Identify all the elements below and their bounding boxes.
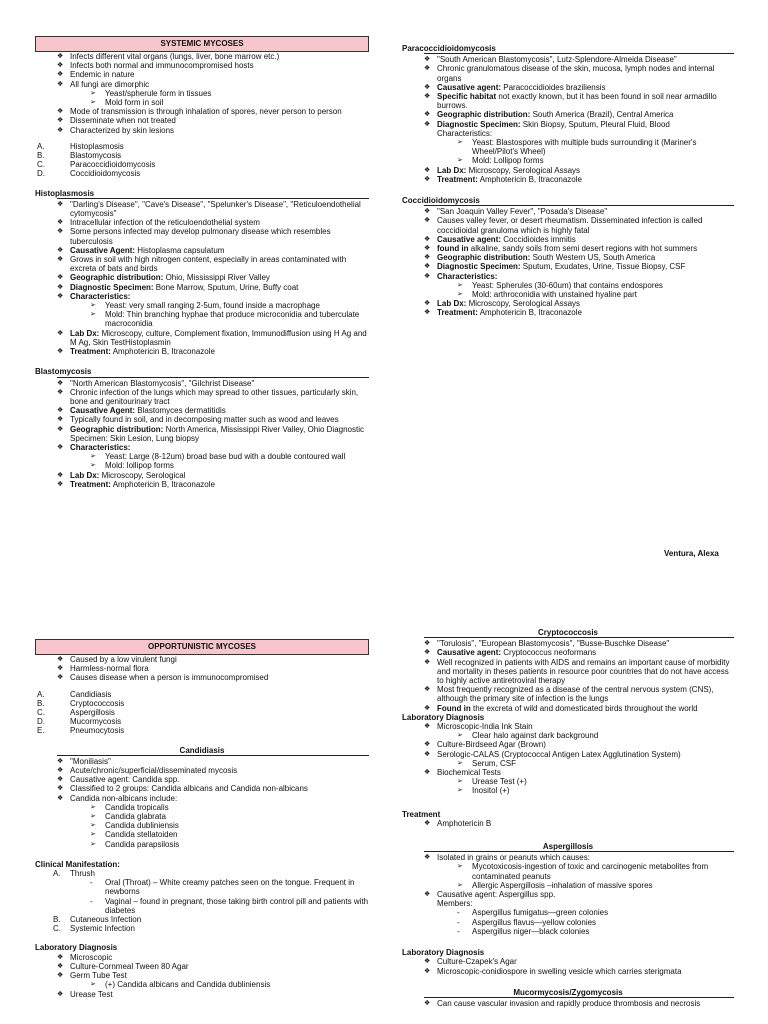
list-item: ❖ Disseminate when not treated (35, 116, 369, 125)
opportunistic-mycoses-header: OPPORTUNISTIC MYCOSES (35, 639, 369, 655)
list-item: ➢ Serum, CSF (402, 759, 734, 768)
cryptococcosis-list (402, 639, 734, 713)
author-signature: Ventura, Alexa (664, 549, 719, 558)
list-item: ❖ Causative Agent: Histoplasma capsulatum (35, 246, 369, 255)
list-item: ❖ Treatment: Amphotericin B, Itraconazole (35, 347, 369, 356)
list-item: ❖ Geographic distribution: North America, Mississippi River Valley, Ohio Diagnostic Specimen: Skin Lesion, Lung biopsy (35, 425, 369, 443)
list-item: ➢ Mycotoxicosis-ingestion of toxic and carcinogenic metabolites from contaminated peanuts (402, 862, 734, 880)
list-item: - Aspergillus fumigatus—green colonies (402, 908, 734, 917)
list-item: A. Histoplasmosis (37, 141, 124, 151)
list-item: ➢ (+) Candida albicans and Candida dubliniensis (35, 980, 369, 989)
candida-lab-list (35, 953, 369, 999)
list-item: ❖ Chronic granulomatous disease of the skin, mucosa, lymph nodes and internal organs (402, 64, 734, 82)
list-item: ❖ "South American Blastomycosis", Lutz-Splendore-Almeida Disease" (402, 55, 734, 64)
blastomycosis-heading: Blastomycosis (35, 367, 92, 377)
list-item: ❖ Treatment: Amphotericin B, Itraconazole (402, 308, 734, 317)
list-item: ❖ Diagnostic Specimen: Bone Marrow, Sputum, Urine, Buffy coat (35, 283, 369, 292)
list-item: ❖ Causative agent: Cryptococcus neoformans (402, 648, 734, 657)
list-item: ➢ Allergic Aspergillosis –inhalation of massive spores (402, 881, 734, 890)
list-item: ➢ Yeast: very small ranging 2-5um, found inside a macrophage (35, 301, 369, 310)
histoplasmosis-heading: Histoplasmosis (35, 188, 95, 198)
coccidioidomycosis-list (402, 207, 734, 317)
candidiasis-heading: Candidiasis (179, 745, 225, 755)
list-item: ❖ Microscopic-conidiospore in swelling vesicle which carries sterigmata (402, 967, 734, 976)
list-item: ❖ Grows in soil with high nitrogen content, especially in areas contaminated with excreta of bats and birds (35, 255, 369, 273)
aspergillosis-list (402, 853, 734, 899)
divider (424, 851, 734, 852)
list-item: ❖ Amphotericin B (402, 819, 734, 828)
list-item: C. Systemic Infection (53, 924, 135, 934)
list-item: ❖ Typically found in soil, and in decomposing matter such as wood and leaves (35, 415, 369, 424)
list-item: ❖ Geographic distribution: South Western US, South America (402, 253, 734, 262)
paracoccidioidomycosis-list (402, 55, 734, 129)
list-item: ❖ Causative agent: Candida spp. (35, 775, 369, 784)
divider (424, 637, 734, 638)
list-item: ❖ Acute/chronic/superficial/disseminated mycosis (35, 766, 369, 775)
list-item: C. Aspergillosis (37, 708, 115, 718)
list-item: ❖ Causes disease when a person is immunocompromised (35, 673, 369, 682)
crypto-treatment-list (402, 819, 734, 828)
list-item: ➢ Yeast: Blastospores with multiple buds surrounding it (Mariner's Wheel/Pilot's Wheel) (402, 138, 734, 156)
blastomycosis-list (35, 379, 369, 489)
list-item: ➢ Candida parapsilosis (35, 840, 369, 849)
list-item: A. Thrush (53, 869, 95, 879)
list-item: ❖ Classified to 2 groups: Candida albicans and Candida non-albicans (35, 784, 369, 793)
opportunistic-column (35, 639, 369, 999)
aspergillus-members-list (402, 908, 734, 936)
list-item: E. Pneumocytosis (37, 726, 125, 736)
list-item: ❖ Found in the excreta of wild and domesticated birds throughout the world (402, 704, 734, 713)
list-item: ❖ Most frequently recognized as a disease of the central nervous system (CNS), although the primary site of infection is the lungs (402, 685, 734, 703)
list-item: ❖ Culture-Birdseed Agar (Brown) (402, 740, 734, 749)
list-item: D. Coccidioidomycosis (37, 169, 141, 179)
list-item: ❖ Lab Dx: Microscopy, Serological Assays (402, 166, 734, 175)
systemic-mycoses-header: SYSTEMIC MYCOSES (35, 36, 369, 52)
list-item: ➢ Mold: arthroconidia with unstained hyaline part (402, 290, 734, 299)
list-item: ➢ Candida dubliniensis (35, 821, 369, 830)
crypto-lab-diagnosis-heading: Laboratory Diagnosis (402, 712, 485, 722)
list-item: ➢ Clear halo against dark background (402, 731, 734, 740)
list-item: ❖ Culture-Cornmeal Tween 80 Agar (35, 962, 369, 971)
list-item: ❖ Can cause vascular invasion and rapidly produce thrombosis and necrosis (402, 999, 734, 1008)
opportunistic-disease-list (35, 690, 369, 736)
list-item: ❖ Lab Dx: Microscopy, Serological (35, 471, 369, 480)
candidiasis-list (35, 757, 369, 849)
divider (57, 755, 369, 756)
list-item: ➢ Candida tropicalis (35, 803, 369, 812)
list-item: ➢ Candida glabrata (35, 812, 369, 821)
list-item: ➢ Yeast/spherule form in tissues (35, 89, 369, 98)
list-item: ❖ "Moniliasis" (35, 757, 369, 766)
asper-lab-list (402, 957, 734, 975)
list-item: ❖ Diagnostic Specimen: Skin Biopsy, Sputum, Pleural Fluid, Blood (402, 120, 734, 129)
list-item: ❖ Causative agent: Aspergillus spp. (402, 890, 734, 899)
list-item: ➢ Candida stellatoiden (35, 830, 369, 839)
opportunistic-bullets (35, 655, 369, 683)
list-item: ➢ Mold: lollipop forms (35, 461, 369, 470)
crypto-lab-list (402, 722, 734, 796)
list-item: ❖ Geographic distribution: South America (Brazil), Central America (402, 110, 734, 119)
divider (424, 53, 734, 54)
coccidioidomycosis-heading: Coccidioidomycosis (402, 196, 480, 206)
list-item: ❖ Infects both normal and immunocompromised hosts (35, 61, 369, 70)
systemic-right-column (402, 44, 734, 318)
list-item: ❖ Harmless-normal flora (35, 664, 369, 673)
list-item: ❖ "San Joaquin Valley Fever", "Posada's Disease" (402, 207, 734, 216)
list-item: ❖ Biochemical Tests (402, 768, 734, 777)
list-item: ❖ Geographic distribution: Ohio, Mississippi River Valley (35, 273, 369, 282)
crypto-treatment-heading: Treatment (402, 809, 441, 819)
divider (424, 205, 734, 206)
list-item: ❖ Causes valley fever, or desert rheumatism. Disseminated infection is called coccidioidal granuloma which is highly fatal (402, 216, 734, 234)
list-item: D. Mucormycosis (37, 717, 122, 727)
list-item: ❖ Treatment: Amphotericin B, Itraconazole (35, 480, 369, 489)
list-item: ❖ Some persons infected may develop pulmonary disease which resembles tuberculosis (35, 227, 369, 245)
members-label: Members: (437, 899, 473, 909)
list-item: ❖ Mode of transmission is through inhalation of spores, never person to person (35, 107, 369, 116)
list-item: B. Cryptococcosis (37, 698, 125, 708)
list-item: ❖ Caused by a low virulent fungi (35, 655, 369, 664)
list-item: ❖ Causative agent: Paracoccidioides braziliensis (402, 83, 734, 92)
list-item: ❖ Characteristics: (35, 292, 369, 301)
list-item: ❖ found in alkaline, sandy soils from semi desert regions with hot summers (402, 244, 734, 253)
list-item: ❖ Infects different vital organs (lungs, liver, bone marrow etc.) (35, 52, 369, 61)
list-item: A. Candidiasis (37, 689, 112, 699)
list-item: ❖ Microscopic (35, 953, 369, 962)
list-item: ❖ Intracellular infection of the reticuloendothelial system (35, 218, 369, 227)
list-item: ❖ Specific habitat not exactly known, but it has been found in soil near armadillo burrows. (402, 92, 734, 110)
list-item: ➢ Yeast: Spherules (30-60um) that contains endospores (402, 281, 734, 290)
list-item: ❖ Microscopic-India Ink Stain (402, 722, 734, 731)
divider (57, 198, 369, 199)
opportunistic-right-column (402, 628, 734, 1008)
list-item: ❖ Characteristics: (35, 443, 369, 452)
list-item: ❖ Lab Dx: Microscopy, Serological Assays (402, 299, 734, 308)
divider (57, 377, 369, 378)
list-item: ➢ Mold: Lollipop forms (402, 156, 734, 165)
list-item: ➢ Mold: Thin branching hyphae that produce microconidia and tuberculate macroconidia (35, 310, 369, 328)
list-item: ❖ Germ Tube Test (35, 971, 369, 980)
list-item: ❖ Culture-Czapek's Agar (402, 957, 734, 966)
candida-lab-diagnosis-heading: Laboratory Diagnosis (35, 943, 118, 953)
list-item: ➢ Urease Test (+) (402, 777, 734, 786)
list-item: ➢ Inositol (+) (402, 786, 734, 795)
list-item: ❖ All fungi are dimorphic (35, 80, 369, 89)
systemic-bullets (35, 52, 369, 135)
list-item: ❖ Characteristics: (402, 272, 734, 281)
list-item: ❖ "North American Blastomycosis", "Gilchrist Disease" (35, 379, 369, 388)
histoplasmosis-list (35, 200, 369, 356)
mucormycosis-heading: Mucormycosis/Zygomycosis (513, 987, 623, 997)
list-item: - Aspergillus niger—black colonies (402, 927, 734, 936)
list-item: ❖ Serologic-CALAS (Cryptococcal Antigen Latex Agglutination System) (402, 750, 734, 759)
list-item: ❖ Urease Test (35, 990, 369, 999)
list-item: ❖ "Darling's Disease", "Cave's Disease", "Spelunker's Disease", "Reticuloendothelial cytomycosis" (35, 200, 369, 218)
list-item: - Oral (Throat) – White creamy patches seen on the tongue. Frequent in newborns (35, 878, 369, 896)
list-item: ❖ Causative agent: Coccidioides immitis (402, 235, 734, 244)
list-item: - Vaginal – found in pregnant, those taking birth control pill and patients with diabetes (35, 897, 369, 915)
list-item: ❖ Causative Agent: Blastomyces dermatitidis (35, 406, 369, 415)
asper-lab-diagnosis-heading: Laboratory Diagnosis (402, 948, 485, 958)
list-item: ❖ Lab Dx: Microscopy, culture, Complement fixation, Immunodiffusion using H Ag and M Ag, Skin TestHistoplasmin (35, 329, 369, 347)
mucormycosis-list (402, 999, 734, 1008)
list-item: B. Blastomycosis (37, 151, 122, 161)
list-item: - Aspergillus flavus—yellow colonies (402, 918, 734, 927)
list-item: ❖ Candida non-albicans include: (35, 794, 369, 803)
list-item: ❖ Treatment: Amphotericin B, Itraconazole (402, 175, 734, 184)
list-item: ❖ Characterized by skin lesions (35, 126, 369, 135)
list-item: ❖ Isolated in grains or peanuts which causes: (402, 853, 734, 862)
list-item: ❖ Well recognized in patients with AIDS and remains an important cause of morbidity and mortality in theses patients in resource poor countries that do not have access to highly active antiretroviral therapy (402, 658, 734, 686)
list-item: ➢ Mold form in soil (35, 98, 369, 107)
list-item: ➢ Yeast: Large (8-12um) broad base bud with a double contoured wall (35, 452, 369, 461)
divider (424, 997, 734, 998)
systemic-disease-list (35, 142, 369, 179)
clinical-manifestation-list (35, 869, 369, 933)
paracoccidioidomycosis-characteristics (402, 138, 734, 184)
systemic-column (35, 36, 369, 489)
list-item: C. Paracoccidioidomycosis (37, 160, 156, 170)
clinical-manifestation-heading: Clinical Manifestation: (35, 859, 120, 869)
aspergillosis-heading: Aspergillosis (542, 842, 594, 852)
paracoccidioidomycosis-heading: Paracoccidioidomycosis (402, 44, 496, 53)
cryptococcosis-heading: Cryptococcosis (537, 628, 599, 637)
list-item: ❖ Chronic infection of the lungs which may spread to other tissues, particularly skin, bone and genitourinary tract (35, 388, 369, 406)
list-item: ❖ "Torulosis", "European Blastomycosis", "Busse-Buschke Disease" (402, 639, 734, 648)
list-item: B. Cutaneous Infection (53, 915, 142, 925)
characteristics-label: Characteristics: (437, 128, 493, 138)
list-item: ❖ Endemic in nature (35, 70, 369, 79)
list-item: ❖ Diagnostic Specimen: Sputum, Exudates, Urine, Tissue Biopsy, CSF (402, 262, 734, 271)
